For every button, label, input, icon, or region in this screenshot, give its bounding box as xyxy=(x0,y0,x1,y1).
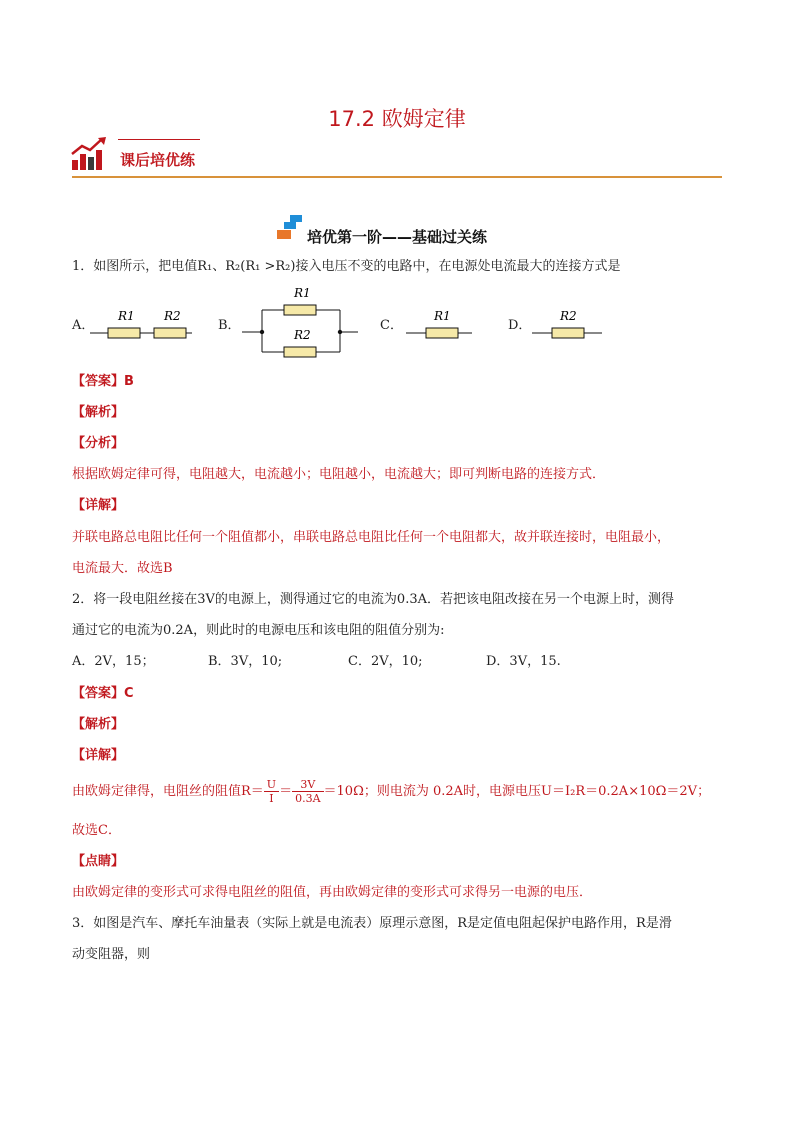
q1-a-r2-label: R2 xyxy=(164,309,181,323)
q1-option-d: D． xyxy=(508,318,532,333)
q1-option-a: A． xyxy=(72,318,95,333)
q2-point-tag: 【点睛】 xyxy=(72,854,125,869)
q2-point-text: 由欧姆定律的变形式可求得电阻丝的阻值，再由欧姆定律的变形式可求得另一电源的电压． xyxy=(72,885,593,900)
q1-b-r2-label: R2 xyxy=(294,328,311,342)
q2-option-b: B．3V，10; xyxy=(208,654,283,669)
q2-option-c: C．2V，10; xyxy=(348,654,423,669)
q1-fenxi-tag: 【分析】 xyxy=(72,436,125,451)
q1-c-r1-label: R1 xyxy=(434,309,451,323)
q2-detail-line2: 故选C． xyxy=(72,823,121,838)
q2-formula-pre: 由欧姆定律得，电阻丝的阻值R＝ xyxy=(72,784,264,799)
q2-stem-line1: 2．将一段电阻丝接在3V的电源上，测得通过它的电流为0.3A．若把该电阻改接在另一个电源上时，测得 xyxy=(72,592,674,607)
q2-fraction-ui xyxy=(264,778,279,805)
q2-option-a: A．2V，15； xyxy=(72,654,155,669)
q1-detail-line1: 并联电路总电阻比任何一个阻值都小，串联电路总电阻比任何一个电阻都大，故并联连接时，电阻最小， xyxy=(72,530,671,545)
q2-frac1-den: I xyxy=(269,792,274,805)
q1-d-r2-label: R2 xyxy=(560,309,577,323)
header-rule xyxy=(72,176,722,178)
q1-fenxi-text: 根据欧姆定律可得，电阻越大，电流越小；电阻越小，电流越大；即可判断电路的连接方式． xyxy=(72,467,606,482)
q2-fraction-values xyxy=(292,778,323,805)
banner-underline xyxy=(118,139,200,140)
q1-detail-tag: 【详解】 xyxy=(72,498,125,513)
q1-answer: 【答案】B xyxy=(72,374,134,389)
q2-formula-post: ＝10Ω；则电流为 0.2A时，电源电压U＝I₂R＝0.2A×10Ω＝2V； xyxy=(323,784,711,799)
page-title: 17.2 欧姆定律 xyxy=(328,107,466,131)
q2-answer: 【答案】C xyxy=(72,686,134,701)
q2-stem-line2: 通过它的电流为0.2A，则此时的电源电压和该电阻的阻值分别为: xyxy=(72,623,445,638)
q2-detail-formula xyxy=(72,777,710,807)
q1-option-b: B． xyxy=(218,318,241,333)
q2-frac2-den: 0.3A xyxy=(295,792,321,805)
banner-label: 课后培优练 xyxy=(120,151,196,169)
q2-frac1-num: U xyxy=(264,778,279,792)
q1-b-r1-label: R1 xyxy=(294,286,311,300)
q1-circuit-c xyxy=(404,300,474,346)
q1-circuit-d xyxy=(530,300,604,346)
q1-circuit-b xyxy=(240,280,360,366)
q2-detail-tag: 【详解】 xyxy=(72,748,125,763)
q2-equals: ＝ xyxy=(279,784,293,799)
section-heading: 培优第一阶——基础过关练 xyxy=(306,228,487,246)
q1-a-r1-label: R1 xyxy=(118,309,135,323)
q1-detail-line2: 电流最大．故选B xyxy=(72,561,173,576)
q3-stem-line2: 动变阻器，则 xyxy=(72,947,151,962)
growth-chart-icon xyxy=(70,136,110,172)
q2-option-d: D．3V，15. xyxy=(486,654,561,669)
q2-frac2-num: 3V xyxy=(292,778,323,792)
q1-analysis-tag: 【解析】 xyxy=(72,405,125,420)
q1-circuit-a xyxy=(88,300,194,346)
q3-stem-line1: 3．如图是汽车、摩托车油量表（实际上就是电流表）原理示意图，R是定值电阻起保护电路作用，R是滑 xyxy=(72,916,672,931)
q1-option-c: C． xyxy=(380,318,403,333)
q2-analysis-tag: 【解析】 xyxy=(72,717,125,732)
q1-stem: 1．如图所示，把电值R₁、R₂(R₁ >R₂)接入电压不变的电路中，在电源处电流最大的连接方式是 xyxy=(72,259,621,274)
